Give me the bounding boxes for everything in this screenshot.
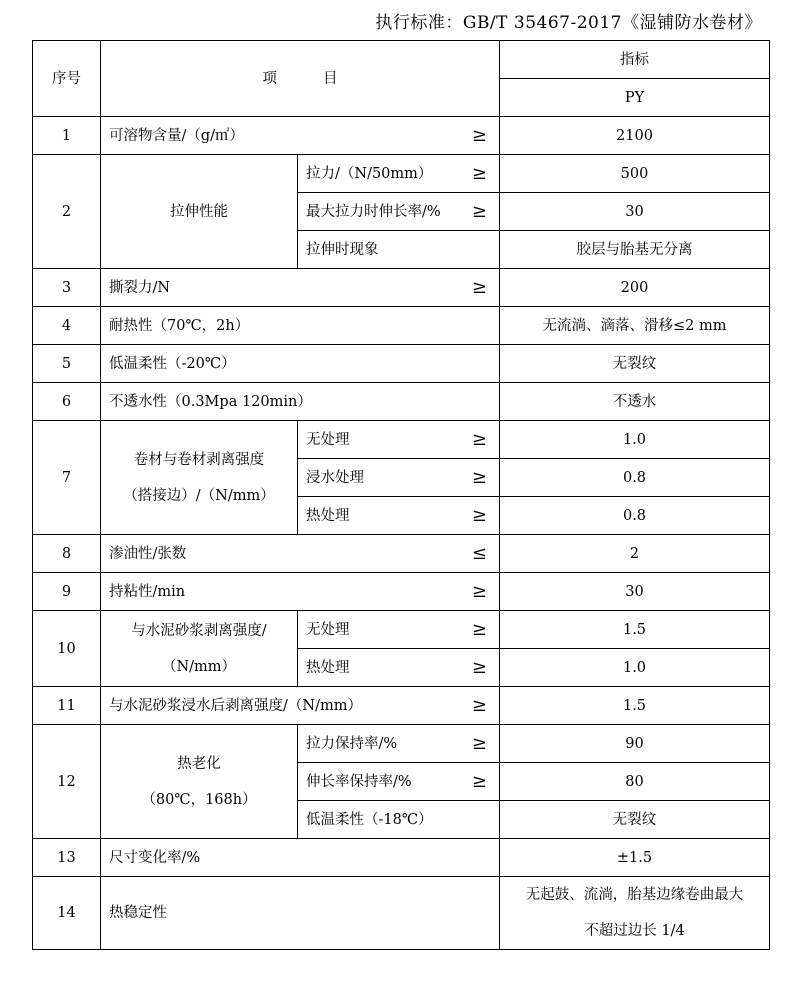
sign-ge: ≥ bbox=[471, 162, 487, 184]
row-item: （N/mm） bbox=[161, 658, 237, 675]
table-row bbox=[33, 345, 770, 383]
row-no: 2 bbox=[33, 155, 101, 269]
table-row bbox=[33, 117, 770, 155]
row-value: 200 bbox=[500, 269, 770, 307]
sign-ge: ≥ bbox=[471, 504, 487, 526]
sign-ge: ≥ bbox=[471, 694, 487, 716]
table-row bbox=[33, 687, 770, 725]
sub-item: 热处理 bbox=[306, 507, 350, 524]
row-value: 90 bbox=[500, 725, 770, 763]
row-no: 14 bbox=[33, 877, 101, 950]
sub-item: 最大拉力时伸长率/% bbox=[306, 203, 441, 220]
row-value: 2100 bbox=[500, 117, 770, 155]
spec-table bbox=[32, 40, 770, 950]
row-value: 1.0 bbox=[500, 649, 770, 687]
table-row bbox=[33, 839, 770, 877]
header-py: PY bbox=[500, 79, 770, 117]
row-value: 不透水 bbox=[500, 383, 770, 421]
row-value: 无起鼓、流淌，胎基边缘卷曲最大 bbox=[525, 887, 744, 903]
sub-item: 无处理 bbox=[306, 431, 350, 448]
sign-ge: ≥ bbox=[471, 580, 487, 602]
row-value: 500 bbox=[500, 155, 770, 193]
table-row bbox=[33, 155, 770, 193]
row-value: ±1.5 bbox=[500, 839, 770, 877]
row-no: 7 bbox=[33, 421, 101, 535]
sub-item: 无处理 bbox=[306, 621, 350, 638]
sign-ge: ≥ bbox=[471, 618, 487, 640]
row-no: 5 bbox=[33, 345, 101, 383]
sign-ge: ≥ bbox=[471, 466, 487, 488]
sub-item: 低温柔性（-18℃） bbox=[298, 801, 500, 839]
table-row bbox=[33, 535, 770, 573]
row-item: 低温柔性（-20℃） bbox=[101, 345, 500, 383]
standard-header: 执行标准：GB/T 35467-2017《湿铺防水卷材》 bbox=[375, 13, 762, 33]
sign-ge: ≥ bbox=[471, 124, 487, 146]
sub-item: 拉力保持率/% bbox=[306, 735, 398, 752]
header-seq: 序号 bbox=[33, 41, 101, 117]
row-no: 11 bbox=[33, 687, 101, 725]
sub-item: 热处理 bbox=[306, 659, 350, 676]
sub-item: 拉伸时现象 bbox=[298, 231, 500, 269]
row-value: 不超过边长 1/4 bbox=[584, 923, 685, 939]
row-item: 热老化 bbox=[177, 755, 221, 772]
row-value: 胶层与胎基无分离 bbox=[500, 231, 770, 269]
sub-item: 浸水处理 bbox=[306, 469, 364, 486]
row-value: 无裂纹 bbox=[500, 345, 770, 383]
table-row bbox=[33, 611, 770, 649]
sub-item: 拉力/（N/50mm） bbox=[306, 165, 433, 182]
row-item: 与水泥砂浆剥离强度/ bbox=[131, 622, 267, 639]
row-no: 10 bbox=[33, 611, 101, 687]
table-row bbox=[33, 269, 770, 307]
row-item: 与水泥砂浆浸水后剥离强度/（N/mm） bbox=[109, 697, 362, 714]
row-no: 3 bbox=[33, 269, 101, 307]
row-item: 耐热性（70℃，2h） bbox=[101, 307, 500, 345]
row-no: 8 bbox=[33, 535, 101, 573]
sign-ge: ≥ bbox=[471, 200, 487, 222]
row-item: 拉伸性能 bbox=[101, 155, 298, 269]
sign-ge: ≥ bbox=[471, 770, 487, 792]
sign-ge: ≥ bbox=[471, 732, 487, 754]
row-no: 9 bbox=[33, 573, 101, 611]
row-no: 12 bbox=[33, 725, 101, 839]
row-item: 撕裂力/N bbox=[109, 279, 171, 296]
row-value: 30 bbox=[500, 573, 770, 611]
row-no: 13 bbox=[33, 839, 101, 877]
row-item: 持粘性/min bbox=[109, 583, 186, 600]
row-item: 尺寸变化率/% bbox=[101, 839, 500, 877]
row-value: 无流淌、滴落、滑移≤2 mm bbox=[500, 307, 770, 345]
table-row bbox=[33, 421, 770, 459]
row-value: 80 bbox=[500, 763, 770, 801]
row-value: 1.0 bbox=[500, 421, 770, 459]
row-item: （搭接边）/（N/mm） bbox=[123, 487, 275, 504]
row-item: （80℃，168h） bbox=[141, 791, 257, 808]
row-no: 1 bbox=[33, 117, 101, 155]
row-value: 0.8 bbox=[500, 497, 770, 535]
row-value: 30 bbox=[500, 193, 770, 231]
sign-ge: ≥ bbox=[471, 428, 487, 450]
sign-ge: ≥ bbox=[471, 276, 487, 298]
table-row bbox=[33, 383, 770, 421]
row-value: 无裂纹 bbox=[500, 801, 770, 839]
sub-item: 伸长率保持率/% bbox=[306, 773, 412, 790]
row-no: 6 bbox=[33, 383, 101, 421]
row-item: 不透水性（0.3Mpa 120min） bbox=[101, 383, 500, 421]
table-header-row bbox=[33, 41, 770, 79]
header-index: 指标 bbox=[500, 41, 770, 79]
row-value: 2 bbox=[500, 535, 770, 573]
row-no: 4 bbox=[33, 307, 101, 345]
row-item: 可溶物含量/（g/㎡） bbox=[109, 127, 245, 144]
sign-ge: ≥ bbox=[471, 656, 487, 678]
table-row bbox=[33, 573, 770, 611]
row-value: 1.5 bbox=[500, 687, 770, 725]
row-item: 卷材与卷材剥离强度 bbox=[133, 451, 265, 468]
row-item: 渗油性/张数 bbox=[109, 545, 187, 562]
row-value: 1.5 bbox=[500, 611, 770, 649]
header-item: 项 目 bbox=[101, 41, 500, 117]
sign-le: ≤ bbox=[471, 542, 487, 564]
row-value: 0.8 bbox=[500, 459, 770, 497]
row-item: 热稳定性 bbox=[101, 877, 500, 950]
table-row bbox=[33, 877, 770, 950]
table-row bbox=[33, 307, 770, 345]
table-row bbox=[33, 725, 770, 763]
